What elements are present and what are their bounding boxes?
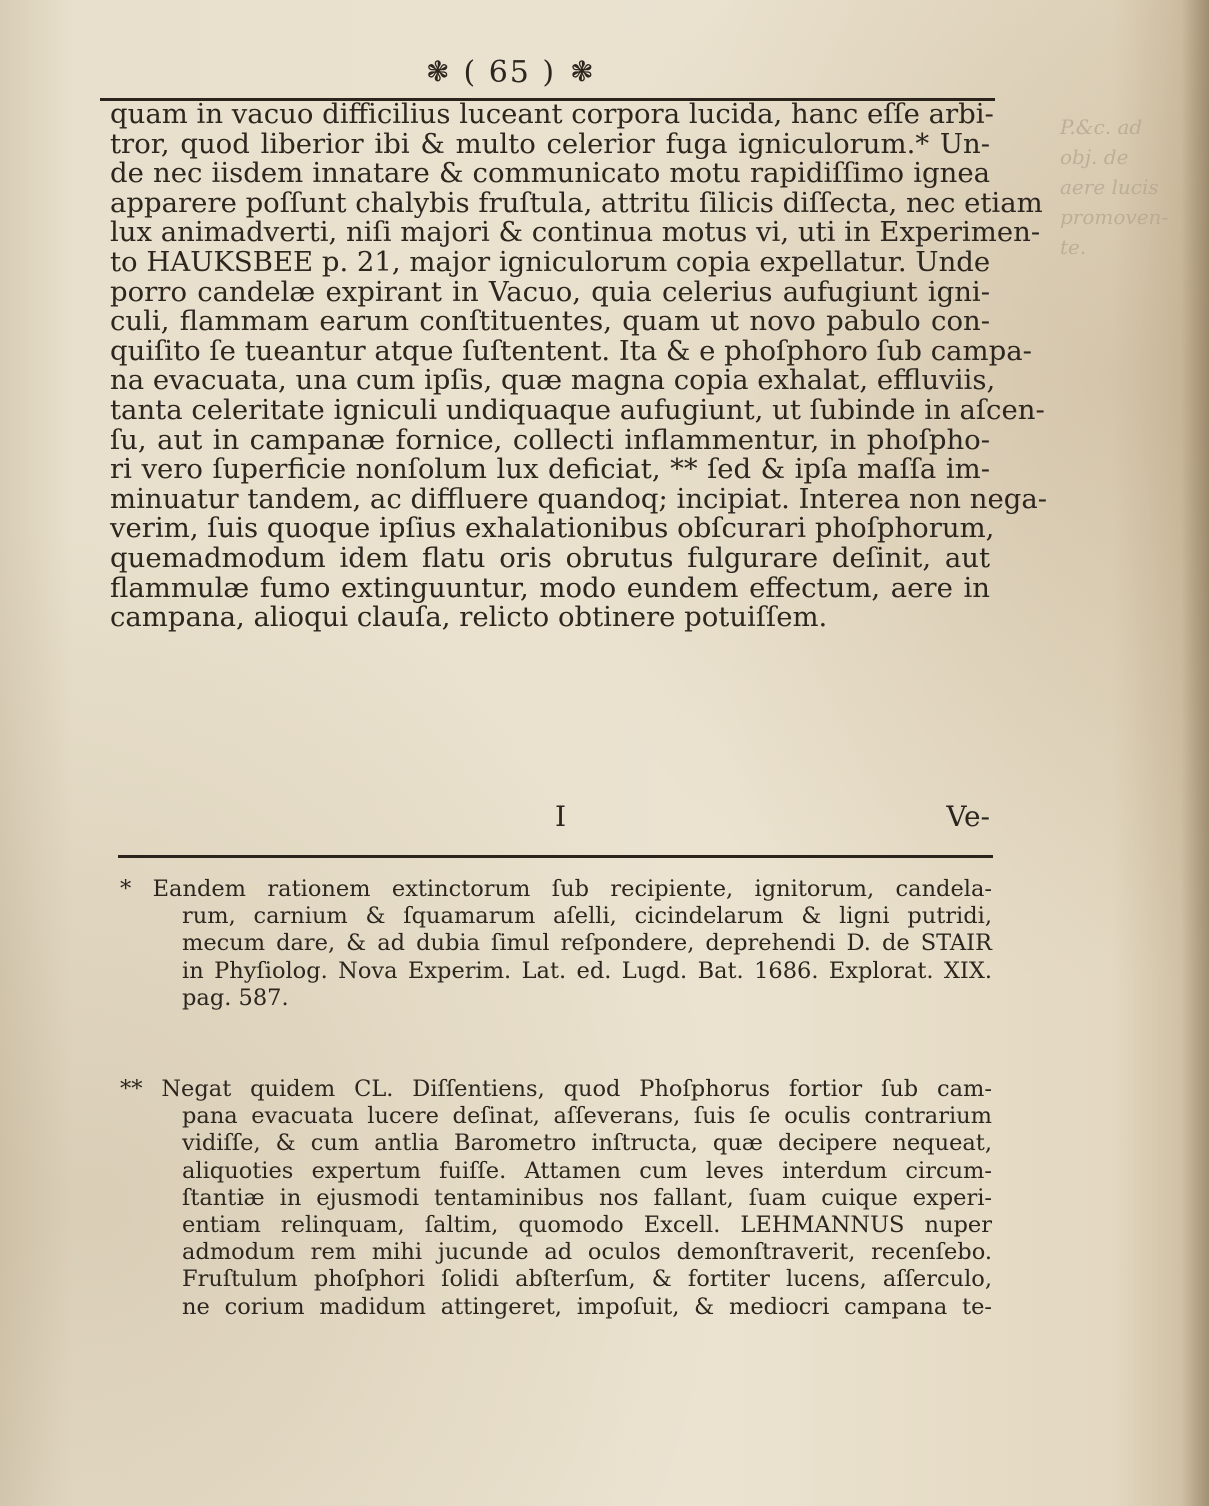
ornament-left-icon: ❃ [426,55,450,88]
signature-mark: I [555,800,567,833]
text-line: minuatur tandem, ac diffluere quandoq; incipiat. Interea non nega- [110,482,1048,515]
text-line: ſu, aut in campanæ fornice, collecti inflammentur, in phoſpho- [110,423,990,456]
margin-note-line: P.&c. ad [1060,115,1143,139]
footnote-line: in Phyſiolog. Nova Experim. Lat. ed. Lugd. Bat. 1686. Explorat. XIX. [182,957,992,984]
footnote-1 [120,876,992,1012]
footnote-line: admodum rem mihi jucunde ad oculos demonſtraverit, recenſebo. [182,1239,992,1266]
footnote-line: * Eandem rationem extinctorum ſub recipiente, ignitorum, candela- [120,876,992,902]
footnote-line: entiam relinquam, ſaltim, quomodo Excell. LEHMANNUS nuper [182,1212,992,1239]
ornament-right-icon: ❃ [570,55,594,88]
text-line: ri vero ſuperficie nonſolum lux deficiat, ** ſed & ipſa maſſa im- [110,453,990,486]
text-line: quiſito ſe tueantur atque ſuſtentent. Ita & e phoſphoro ſub campa- [110,334,1032,367]
page-number: ( 65 ) [463,54,557,90]
footnote-line: ſtantiæ in ejusmodi tentaminibus nos fallant, ſuam cuique experi- [182,1184,992,1211]
footnote-2 [120,1076,992,1321]
page-number-group [426,52,594,92]
main-text [110,98,1048,634]
footnote-line: pana evacuata lucere deſinat, aſſeverans, ſuis ſe oculis contrarium [182,1103,992,1130]
text-line: lux animadverti, niſi majori & continua motus vi, uti in Experimen- [110,216,1041,249]
text-line: tanta celeritate igniculi undiquaque aufugiunt, ut ſubinde in aſcen- [110,393,1045,426]
text-line: campana, alioqui clauſa, relicto obtinere potuiſſem. [110,601,828,634]
footnote-line: pag. 587. [182,984,289,1011]
footnote-line: rum, carnium & ſquamarum aſelli, cicindelarum & ligni putridi, [182,903,992,930]
text-line: quam in vacuo difficilius luceant corpora lucida, hanc eſſe arbi- [110,98,994,130]
page-header [110,52,990,98]
footnote-line: aliquoties expertum fuiſſe. Attamen cum leves interdum circum- [182,1157,992,1184]
text-line: de nec iisdem innatare & communicato motu rapidiſſimo ignea [110,157,990,190]
margin-note-line: aere lucis [1060,175,1159,199]
text-line: to HAUKSBEE p. 21, major igniculorum copia expellatur. Unde [110,245,991,278]
catch-line [110,800,990,834]
text-line: culi, flammam earum conſtituentes, quam ut novo pabulo con- [110,305,990,338]
text-line: apparere poſſunt chalybis fruſtula, attritu ſilicis diſſecta, nec etiam [110,186,1043,219]
footnote-line: mecum dare, & ad dubia ſimul reſpondere, deprehendi D. de STAIR [182,930,992,957]
margin-note-line: promoven- [1060,205,1169,229]
footnote-line: ne corium madidum attingeret, impoſuit, & mediocri campana te- [182,1293,992,1320]
text-line: quemadmodum idem flatu oris obrutus fulgurare deſinit, aut [110,541,990,574]
catchword: Ve- [946,800,990,833]
bleed-through-margin-note [1060,112,1190,262]
footnote-rule [118,855,993,858]
footnote-line: Fruſtulum phoſphori ſolidi abſterſum, & fortiter lucens, aſſerculo, [182,1266,992,1293]
text-line: verim, ſuis quoque ipſius exhalationibus obſcurari phoſphorum, [110,512,995,545]
text-line: porro candelæ expirant in Vacuo, quia celerius aufugiunt igni- [110,275,990,308]
margin-note-line: te. [1060,235,1087,259]
text-line: tror, quod liberior ibi & multo celerior fuga igniculorum.* Un- [110,127,990,160]
margin-note-line: obj. de [1060,145,1129,169]
text-line: na evacuata, una cum ipſis, quæ magna copia exhalat, effluviis, [110,364,996,397]
footnote-line: vidiſſe, & cum antlia Barometro inſtructa, quæ decipere nequeat, [182,1130,992,1157]
text-line: flammulæ fumo extinguuntur, modo eundem effectum, aere in [110,571,990,604]
footnote-line: ** Negat quidem CL. Diſſentiens, quod Phoſphorus fortior ſub cam- [120,1076,992,1102]
